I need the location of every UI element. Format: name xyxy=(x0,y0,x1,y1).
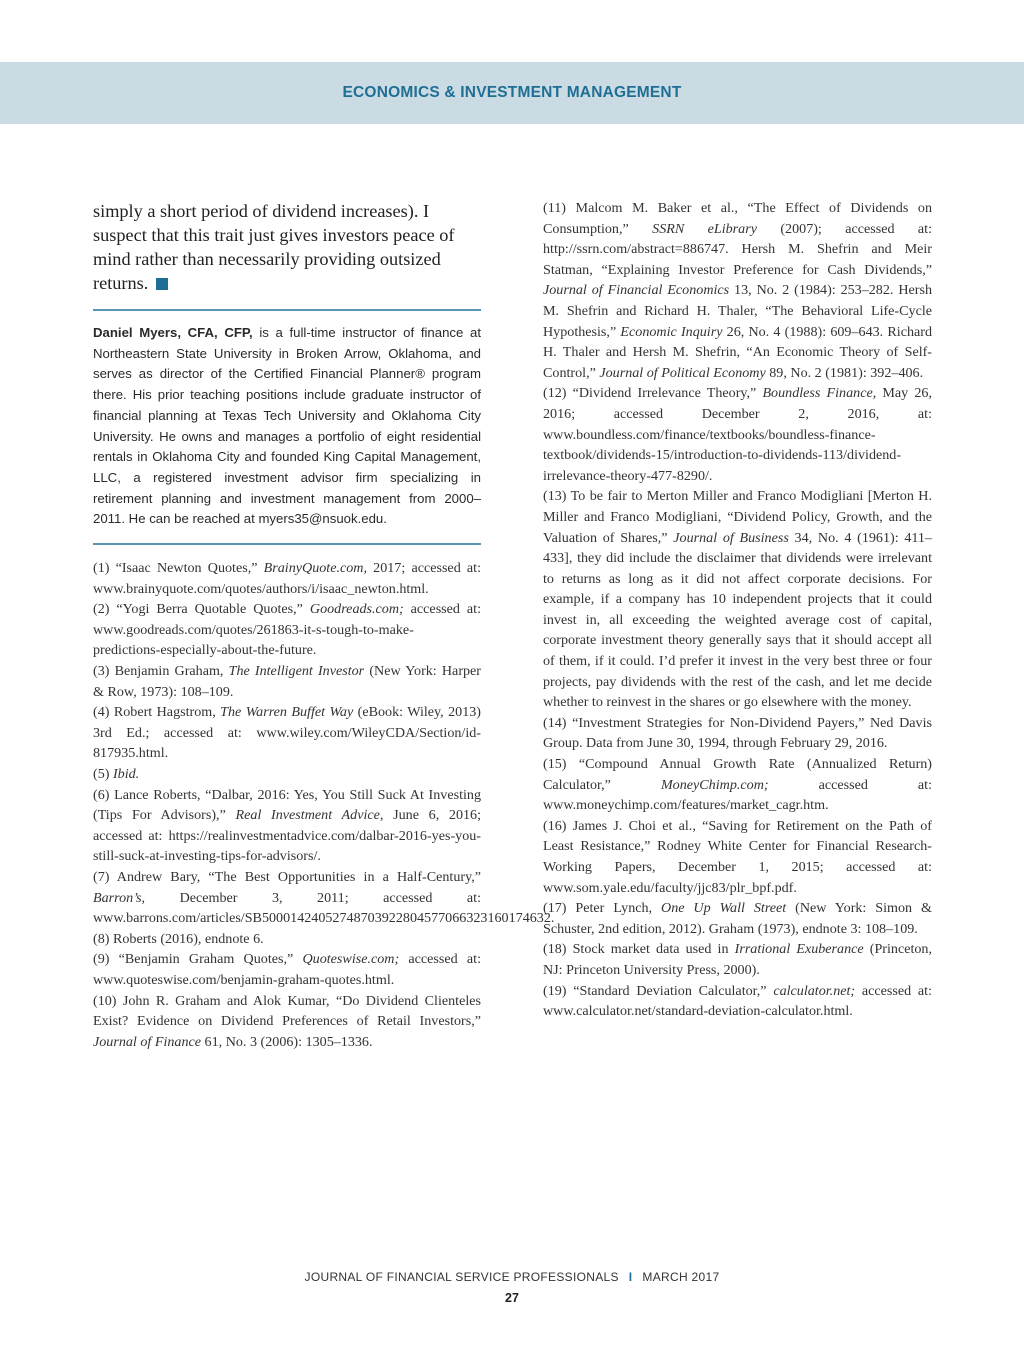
endnote: (19) “Standard Deviation Calculator,” calculator.net; accessed at: www.calculator.net/standard-deviation-calculator.html. xyxy=(543,982,932,1020)
endnotes-list-left xyxy=(93,558,555,1052)
endnote: (9) “Benjamin Graham Quotes,” Quoteswise.com; accessed at: www.quoteswise.com/benjamin-graham-quotes.html. xyxy=(93,951,481,988)
footer-separator: I xyxy=(628,1270,633,1284)
divider-rule xyxy=(93,543,481,545)
endnote: (7) Andrew Bary, “The Best Opportunities in a Half-Century,” Barron’s, December 3, 2011; accessed at: www.barrons.com/articles/SB50001424052748703922804577066323160174632. xyxy=(93,868,555,927)
section-title: ECONOMICS & INVESTMENT MANAGEMENT xyxy=(342,84,682,101)
endnote: (11) Malcom M. Baker et al., “The Effect of Dividends on Consumption,” SSRN eLibrary (2007); accessed at: http://ssrn.com/abstract=886747. Hersh M. Shefrin and Meir Statman, “Explaining Investor Preference for Cash Dividends,” Journal of Financial Economics 13, No. 2 (1984): 253–282. Hersh M. Shefrin and Richard H. Thaler, “The Behavioral Life-Cycle Hypothesis,” Economic Inquiry 26, No. 4 (1988): 609–643. Richard H. Thaler and Hersh M. Shefrin, “An Economic Theory of Self-Control,” Journal of Political Economy 89, No. 2 (1981): 392–406. xyxy=(543,200,932,381)
divider-rule xyxy=(93,309,481,311)
endnote: (12) “Dividend Irrelevance Theory,” Boundless Finance, May 26, 2016; accessed December 2, 2016, at: www.boundless.com/finance/textbooks/boundless-finance-textbook/dividends-15/introduction-to-dividends-113/dividend-irrelevance-theory-477-8290/. xyxy=(543,385,932,484)
endnote: (15) “Compound Annual Growth Rate (Annualized Return) Calculator,” MoneyChimp.com; accessed at: www.moneychimp.com/features/market_cagr.htm. xyxy=(543,756,932,814)
page-number: 27 xyxy=(505,1291,519,1305)
endnote: (10) John R. Graham and Alok Kumar, “Do Dividend Clienteles Exist? Evidence on Dividend Preferences of Retail Investors,” Journal of Finance 61, No. 3 (2006): 1305–1336. xyxy=(93,992,481,1050)
section-header-band xyxy=(0,62,1024,124)
issue-date: MARCH 2017 xyxy=(642,1270,720,1284)
endnote: (4) Robert Hagstrom, The Warren Buffet Way (eBook: Wiley, 2013) 3rd Ed.; accessed at: www.wiley.com/WileyCDA/Section/id-817935.html. xyxy=(93,704,481,762)
page-footer xyxy=(0,1270,1024,1284)
author-bio xyxy=(93,323,481,530)
author-name: Daniel Myers, CFA, CFP, xyxy=(93,325,253,340)
endnote: (8) Roberts (2016), endnote 6. xyxy=(93,930,264,947)
endnote: (13) To be fair to Merton Miller and Franco Modigliani [Merton H. Miller and Franco Modigliani, “Dividend Policy, Growth, and the Valuation of Shares,” Journal of Business 34, No. 4 (1961): 411–433], they did include the disclaimer that dividends were irrelevant to returns as long as it did not affect corporate decisions. For example, if a company has 10 independent projects that it could invest in, all exceeding the weighted average cost of capital, corporate investment theory generally says that it should accept all of them, if it could. I’d prefer it invest in the very best three or four projects, pay dividends with the rest of the cash, and let me decide whether to reinvest in the shares or go elsewhere with the money. xyxy=(543,488,932,711)
left-column xyxy=(93,199,555,1052)
endnote: (5) Ibid. xyxy=(93,765,140,782)
endnote: (18) Stock market data used in Irrational Exuberance (Princeton, NJ: Princeton University Press, 2000). xyxy=(543,941,932,978)
endnote: (3) Benjamin Graham, The Intelligent Investor (New York: Harper & Row, 1973): 108–109. xyxy=(93,663,482,700)
endnote: (17) Peter Lynch, One Up Wall Street (New York: Simon & Schuster, 2nd edition, 2012). Graham (1973), endnote 3: 108–109. xyxy=(543,900,932,937)
right-column xyxy=(543,198,932,1022)
author-bio-text: is a full-time instructor of finance at Northeastern State University in Broken Arrow, Oklahoma, and serves as director of the Certified Financial Planner® program there. His prior teaching positions include graduate instructor of financial planning at Texas Tech University and Oklahoma City University. He owns and manages a portfolio of eight residential rentals in Oklahoma City and founded King Capital Management, LLC, a registered investment advisor firm specializing in retirement planning and investment management from 2000–2011. He can be reached at myers35@nsuok.edu. xyxy=(93,325,481,527)
endnote: (1) “Isaac Newton Quotes,” BrainyQuote.com, 2017; accessed at: www.brainyquote.com/quotes/authors/i/isaac_newton.html. xyxy=(93,560,481,597)
endnote: (16) James J. Choi et al., “Saving for Retirement on the Path of Least Resistance,” Rodney White Center for Financial Research-Working Papers, December 1, 2015; accessed at: www.som.yale.edu/faculty/jjc83/plr_bpf.pdf. xyxy=(543,817,932,896)
journal-name: JOURNAL OF FINANCIAL SERVICE PROFESSIONALS xyxy=(304,1270,619,1284)
end-of-article-mark-icon xyxy=(156,278,168,290)
endnote: (6) Lance Roberts, “Dalbar, 2016: Yes, You Still Suck At Investing (Tips For Advisors),” Real Investment Advice, June 6, 2016; accessed at: https://realinvestmentadvice.com/dalbar-2016-yes-you-still-suck-at-investing-tips-for-advisors/. xyxy=(93,786,482,865)
endnote: (14) “Investment Strategies for Non-Dividend Payers,” Ned Davis Group. Data from June 30, 1994, through February 29, 2016. xyxy=(543,714,932,752)
closing-text: simply a short period of dividend increases). I suspect that this trait just gives investors peace of mind rather than necessarily providing outsized returns. xyxy=(93,201,455,293)
endnotes-list-right xyxy=(543,198,932,1022)
endnote: (2) “Yogi Berra Quotable Quotes,” Goodreads.com; accessed at: www.goodreads.com/quotes/261863-it-s-tough-to-make-predictions-especially-about-the-future. xyxy=(93,601,482,659)
article-closing-paragraph xyxy=(93,199,481,295)
